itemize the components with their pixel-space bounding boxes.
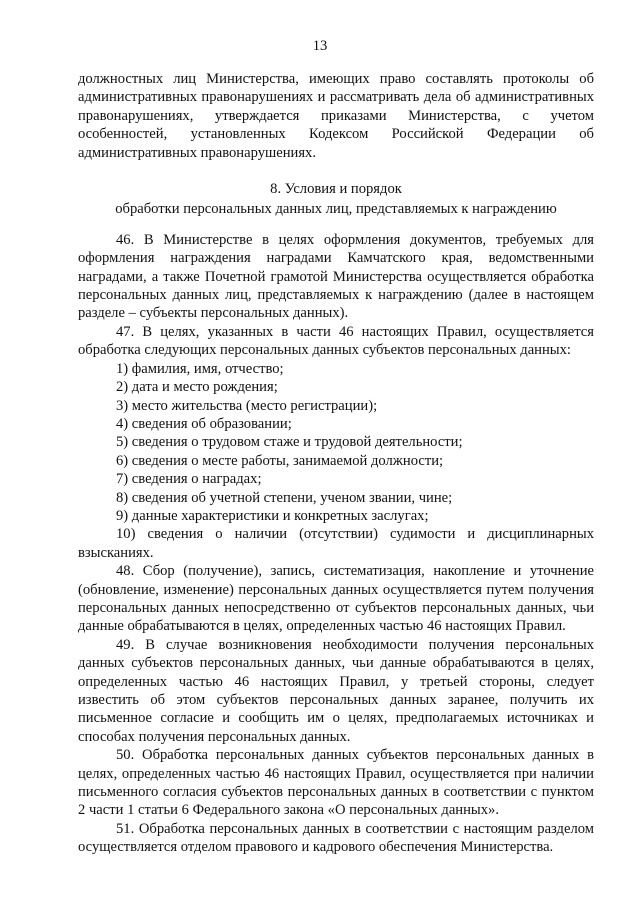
list-item: 9) данные характеристики и конкретных заслугах; [116,507,429,524]
section-title-line1: 8. Условия и порядок [270,181,402,198]
paragraph-49: 49. В случае возникновения необходимости получения персональных данных субъектов персональных данных, чьи данные обрабатываются в целях, определенных частью 46 настоящих Правил, у третьей стороны, следует известить об этом субъектов персональных данных заранее, получить их письменное согласие и сообщить им о целях, предполагаемых источниках и способах получения персональных данных. [78,636,594,745]
list-item: 7) сведения о наградах; [116,471,262,488]
paragraph-46: 46. В Министерстве в целях оформления документов, требуемых для оформления награждения наградами Камчатского края, ведомственными наградами, а также Почетной грамотой Министерства осуществляется обработка персональных данных лиц, представляемых к награждению (далее в настоящем разделе – субъекты персональных данных). [78,231,594,322]
list-item: 8) сведения об учетной степени, ученом звании, чине; [116,489,453,506]
section-heading [78,180,594,219]
list-item: 3) место жительства (место регистрации); [116,397,378,414]
list-item: 6) сведения о месте работы, занимаемой должности; [116,452,444,469]
paragraph-51: 51. Обработка персональных данных в соответствии с настоящим разделом осуществляется отделом правового и кадрового обеспечения Министерства. [78,820,594,856]
list-item: 2) дата и место рождения; [116,379,278,396]
list-item: 10) сведения о наличии (отсутствии) судимости и дисциплинарных взысканиях. [78,526,594,561]
paragraph-48: 48. Сбор (получение), запись, систематизация, накопление и уточнение (обновление, изменение) персональных данных осуществляется путем получения персональных данных непосредственно от субъектов персональных данных, чьи данные обрабатываются в целях, определенных частью 46 настоящих Правил. [78,563,594,635]
page-number: 13 [312,38,328,54]
list-item: 5) сведения о трудовом стаже и трудовой деятельности; [116,434,463,451]
section-title-line2: обработки персональных данных лиц, представляемых к награждению [115,201,557,218]
list-item: 4) сведения об образовании; [116,415,292,432]
document-body [78,70,594,857]
paragraph-47-list [78,360,594,562]
paragraph-50: 50. Обработка персональных данных субъектов персональных данных в целях, определенных частью 46 настоящих Правил, осуществляется при наличии письменного согласия субъектов персональных данных в соответствии с пунктом 2 части 1 статьи 6 Федерального закона «О персональных данных». [78,747,594,819]
intro-paragraph: должностных лиц Министерства, имеющих право составлять протоколы об административных правонарушениях и рассматривать дела об административных правонарушениях, утверждается приказами Министерства, с учетом особенностей, установленных Кодексом Российской Федерации об административных правонарушениях. [78,71,594,161]
paragraph-47: 47. В целях, указанных в части 46 настоящих Правил, осуществляется обработка следующих персональных данных субъектов персональных данных: [78,323,594,359]
list-item: 1) фамилия, имя, отчество; [116,360,284,377]
